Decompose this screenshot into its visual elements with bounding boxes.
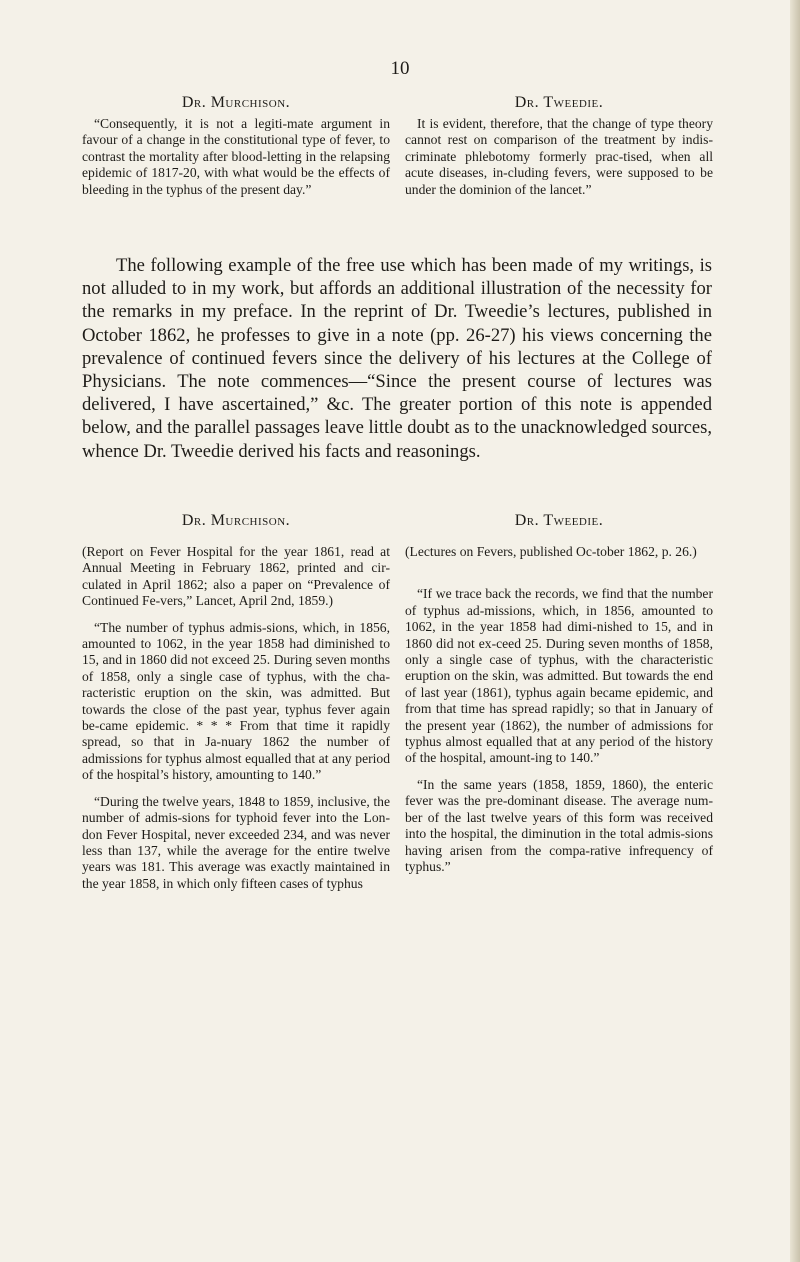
bottom-left-column bbox=[82, 512, 390, 902]
column-heading-murchison: Dr. Murchison. bbox=[181, 94, 291, 111]
column-heading-tweedie: Dr. Tweedie. bbox=[514, 94, 604, 111]
column-heading-murchison-2: Dr. Murchison. bbox=[181, 512, 291, 529]
tweedie-source: (Lectures on Fevers, published Oc-tober 1862, p. 26.) bbox=[405, 544, 697, 559]
body-paragraph: The following example of the free use which has been made of my writings, is not alluded to in my work, but affords an additional illustration of the necessity for the remarks in my preface. In the reprint of Dr. Tweedie’s lectures, published in October 1862, he professes to give in a note (pp. 26-27) his views concerning the prevalence of continued fevers since the delivery of his lectures at the College of Physicians. The note commences—“Since the present course of lectures was delivered, I have ascertained,” &c. The greater portion of this note is appended below, and the parallel passages leave little doubt as to the unacknowledged sources, whence Dr. Tweedie derived his facts and reasonings. bbox=[82, 255, 712, 462]
tweedie-paragraph-2: “In the same years (1858, 1859, 1860), the enteric fever was the pre-dominant disease. The average num-ber of the last twelve years of this form was received into the hospital, the diminution in the total admis-sions having arisen from the compa-rative infrequency of typhus.” bbox=[405, 776, 713, 874]
top-left-column bbox=[82, 94, 390, 198]
scan-edge bbox=[790, 0, 800, 1262]
tweedie-quote: It is evident, therefore, that the change of type theory cannot rest on comparison of the treatment by indis-criminate phlebotomy formerly prac-tised, when all acute diseases, in-cluding fevers, were supposed to be under the dominion of the lancet.” bbox=[405, 116, 713, 197]
bottom-right-column bbox=[405, 512, 713, 885]
page-number: 10 bbox=[390, 58, 410, 79]
murchison-paragraph-1: “The number of typhus admis-sions, which, in 1856, amounted to 1062, in the year 1858 had diminished to 15, and in 1860 did not exceed 25. During seven months of 1858, only a single case of typhus, with the cha-racteristic eruption on the skin, was admitted. But towards the close of the past year, typhus fever again be-came epidemic. * * * From that time it rapidly spread, so that in Ja-nuary 1862 the number of admissions for typhus almost equalled that at any period of the hospital’s history, amounting to 140.” bbox=[82, 619, 390, 783]
murchison-quote: “Consequently, it is not a legiti-mate argument in favour of a change in the constitutional type of fever, to contrast the mortality after blood-letting in the relapsing epidemic of 1817-20, with what would be the effects of bleeding in the typhus of the present day.” bbox=[82, 116, 390, 197]
murchison-source: (Report on Fever Hospital for the year 1861, read at Annual Meeting in February 1862, printed and cir-culated in April 1862; also a paper on “Prevalence of Continued Fe-vers,” Lancet, April 2nd, 1859.) bbox=[82, 544, 390, 609]
murchison-paragraph-2: “During the twelve years, 1848 to 1859, inclusive, the number of admis-sions for typhoid fever into the Lon-don Fever Hospital, never exceeded 234, and was never less than 137, while the average for the entire twelve years was 181. This average was exactly maintained in the year 1858, in which only fifteen cases of typhus bbox=[82, 793, 390, 891]
column-heading-tweedie-2: Dr. Tweedie. bbox=[514, 512, 604, 529]
tweedie-paragraph-1: “If we trace back the records, we find that the number of typhus ad-missions, which, in 1856, amounted to 1062, in the year 1858 had dimi-nished to 15, and in 1860 did not ex-ceed 25. During seven months of 1858, only a single case of typhus, with the characteristic eruption on the skin, was admitted. But towards the end of last year (1861), typhus again became epidemic, and from that time has spread rapidly; so that in January of the present year (1862), the number of admissions for typhus almost equalled that at any period of the history of the hospital, amount-ing to 140.” bbox=[405, 586, 713, 766]
top-right-column bbox=[405, 94, 713, 198]
